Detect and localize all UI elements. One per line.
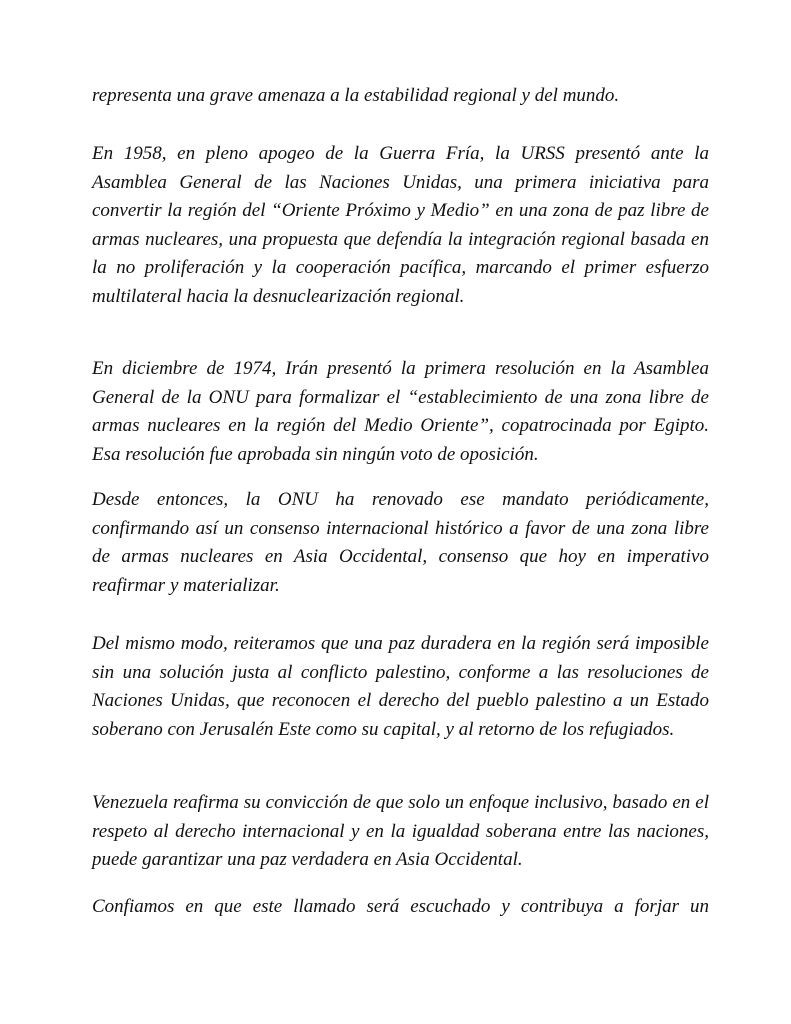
paragraph-continuation: representa una grave amenaza a la estabilidad regional y del mundo. — [92, 85, 620, 106]
paragraph-venezuela: Venezuela reafirma su convicción de que solo un enfoque inclusivo, basado en el respeto al derecho internacional y en la igualdad soberana entre las naciones, puede garantizar una paz verdadera en Asia Occidental. — [92, 792, 709, 870]
paragraph-onu-mandate: Desde entonces, la ONU ha renovado ese mandato periódicamente, confirmando así un consenso internacional histórico a favor de una zona libre de armas nucleares en Asia Occidental, consenso que hoy en imperativo reafirmar y materializar. — [92, 489, 709, 596]
paragraph-palestine: Del mismo modo, reiteramos que una paz duradera en la región será imposible sin una solución justa al conflicto palestino, conforme a las resoluciones de Naciones Unidas, que reconocen el derecho del pueblo palestino a un Estado soberano con Jerusalén Este como su capital, y al retorno de los refugiados. — [92, 633, 709, 740]
paragraph-iran-1974: En diciembre de 1974, Irán presentó la primera resolución en la Asamblea General de la ONU para formalizar el “establecimiento de una zona libre de armas nucleares en la región del Medio Oriente”, copatrocinada por Egipto. Esa resolución fue aprobada sin ningún voto de oposición. — [92, 358, 709, 465]
paragraph-closing: Confiamos en que este llamado será escuchado y contribuya a forjar un — [92, 896, 709, 917]
paragraph-urss-1958: En 1958, en pleno apogeo de la Guerra Fría, la URSS presentó ante la Asamblea General de las Naciones Unidas, una primera iniciativa para convertir la región del “Oriente Próximo y Medio” en una zona de paz libre de armas nucleares, una propuesta que defendía la integración regional basada en la no proliferación y la cooperación pacífica, marcando el primer esfuerzo multilateral hacia la desnuclearización regional. — [92, 143, 709, 307]
